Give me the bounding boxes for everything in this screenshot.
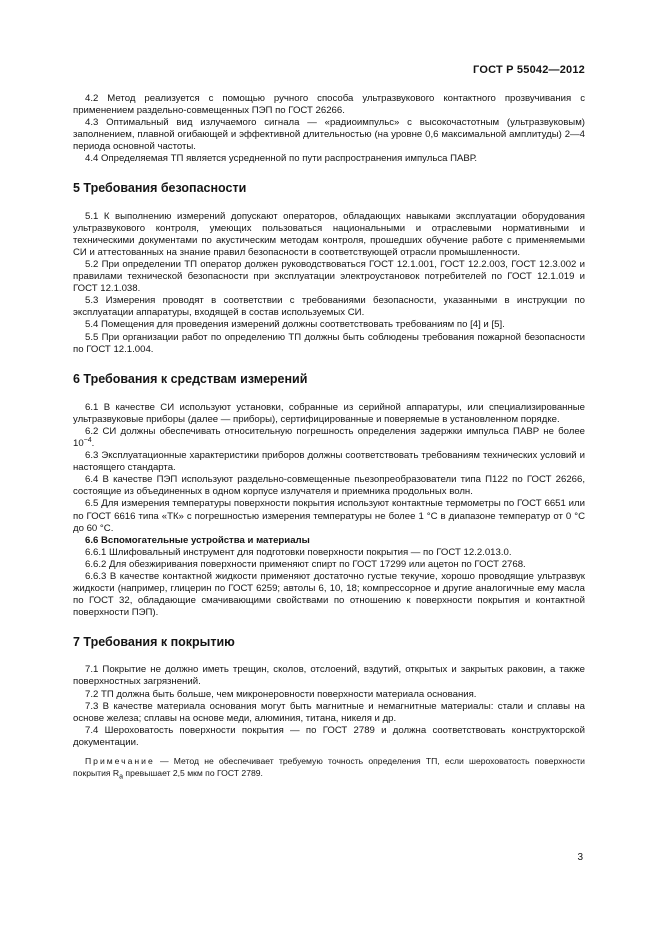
paragraph-7-3: 7.3 В качестве материала основания могут быть магнитные и немагнитные материалы: стали и сплавы на основе железа; сплавы на основе меди, алюминия, титана, никеля и др. (73, 700, 585, 724)
paragraph-6-2-end: . (91, 437, 95, 449)
paragraph-5-5: 5.5 При организации работ по определению ТП должны быть соблюдены требования пожарной безопасности по ГОСТ 12.1.004. (73, 331, 585, 355)
paragraph-4-4: 4.4 Определяемая ТП является усредненной по пути распространения импульса ПАВР. (85, 153, 478, 165)
paragraph-5-1: 5.1 К выполнению измерений допускают операторов, обладающих навыками эксплуатации оборудования ультразвукового контроля, умеющих пользоваться национальными и отраслевыми нормативными и техническими документами по акустическим методам контроля, прошедших обучение работе с применяемыми СИ и аттестованных на знание правил безопасности в соответствующей отрасли промышленности. (73, 210, 585, 258)
paragraph-6-6-1: 6.6.1 Шлифовальный инструмент для подготовки поверхности покрытия — по ГОСТ 12.2.013.0. (85, 546, 512, 558)
paragraph-5-4: 5.4 Помещения для проведения измерений должны соответствовать требованиям по [4] и [5]. (85, 319, 505, 331)
paragraph-6-2-text: 6.2 СИ должны обеспечивать относительную погрешность определения задержки импульса ПАВР не более 10 (73, 425, 585, 449)
paragraph-6-3: 6.3 Эксплуатационные характеристики приборов должны соответствовать требованиям технических условий и настоящего стандарта. (73, 450, 585, 474)
note-subscript: a (119, 773, 124, 781)
paragraph-7-2: 7.2 ТП должна быть больше, чем микронеровности поверхности материала основания. (85, 688, 477, 700)
note (73, 755, 585, 779)
section-5-heading: 5 Требования безопасности (73, 180, 247, 195)
note-text-b: превышает 2,5 мкм по ГОСТ 2789. (123, 768, 263, 779)
note-text-a: — Метод не обеспечивает требуемую точность определения ТП, если шероховатость поверхности покрытия R (73, 756, 585, 779)
section-6-heading: 6 Требования к средствам измерений (73, 371, 308, 386)
paragraph-6-5: 6.5 Для измерения температуры поверхности покрытия используют контактные термометры по ГОСТ 6651 или по ГОСТ 6616 типа «ТК» с погрешностью измерения температуры не более 1 °С в диапазоне температур от 0 °С до 60 °С. (73, 498, 585, 534)
section-7-heading: 7 Требования к покрытию (73, 635, 235, 650)
page-content (73, 93, 585, 779)
paragraph-6-6-3: 6.6.3 В качестве контактной жидкости применяют достаточно густые текучие, хорошо проводящие ультразвук жидкости (например, глицерин по ГОСТ 6259; автолы 6, 10, 18; компрессорное и другие аналогичные ему масла по ГОСТ 32, обладающие смачивающими свойствами по отношению к поверхности покрытия и контактной поверхности ПЭП). (73, 571, 585, 619)
paragraph-4-2: 4.2 Метод реализуется с помощью ручного способа ультразвукового контактного прозвучивания с применением раздельно-совмещенных ПЭП по ГОСТ 26266. (73, 93, 585, 117)
paragraph-6-6-2: 6.6.2 Для обезжиривания поверхности применяют спирт по ГОСТ 17299 или ацетон по ГОСТ 2768. (85, 558, 526, 570)
page-number: 3 (577, 852, 583, 863)
paragraph-6-2-exponent: −4 (83, 436, 92, 444)
paragraph-5-2: 5.2 При определении ТП оператор должен руководствоваться ГОСТ 12.1.001, ГОСТ 12.2.003, ГОСТ 12.3.002 и правилами технической безопасности при эксплуатации электроустановок потребителей по ГОСТ 12.1.019 и ГОСТ 12.1.038. (73, 258, 585, 295)
paragraph-6-1: 6.1 В качестве СИ используют установки, собранные из серийной аппаратуры, или специализированные ультразвуковые приборы (далее — приборы), сертифицированные и поверяемые в установленном порядке. (73, 401, 585, 425)
paragraph-6-4: 6.4 В качестве ПЭП используют раздельно-совмещенные пьезопреобразователи типа П122 по ГОСТ 26266, состоящие из объединенных в одном корпусе излучателя и приемника продольных волн. (73, 474, 585, 498)
paragraph-4-3: 4.3 Оптимальный вид излучаемого сигнала — «радиоимпульс» с высокочастотным (ультразвуковым) заполнением, плавной огибающей и эффективной длительностью (на уровне 0,6 максимальной амплитуды) 2—4 периода основной частоты. (73, 117, 585, 153)
standard-header: ГОСТ Р 55042—2012 (473, 64, 585, 76)
subsection-6-6-heading: 6.6 Вспомогательные устройства и материалы (85, 534, 310, 546)
paragraph-6-2 (73, 426, 585, 450)
note-label: Примечание (85, 756, 155, 767)
paragraph-5-3: 5.3 Измерения проводят в соответствии с требованиями безопасности, указанными в инструкции по эксплуатации аппаратуры, входящей в состав используемых СИ. (73, 295, 585, 319)
paragraph-7-4: 7.4 Шероховатость поверхности покрытия — по ГОСТ 2789 и должна соответствовать конструкторской документации. (73, 724, 585, 748)
paragraph-7-1: 7.1 Покрытие не должно иметь трещин, сколов, отслоений, вздутий, открытых и закрытых раковин, а также поверхностных загрязнений. (73, 664, 585, 688)
